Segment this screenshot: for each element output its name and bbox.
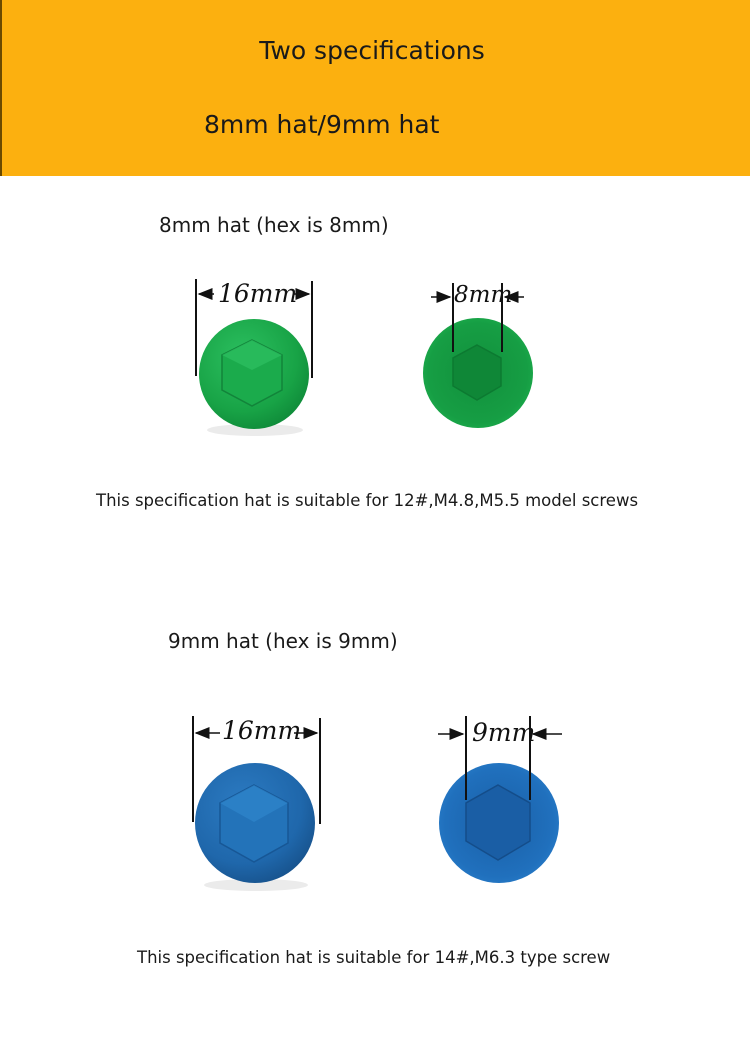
blue-cap-back [439,763,559,883]
hex-label-8mm-hat: 8mm [454,282,513,308]
blue-cap-front [195,763,315,891]
diameter-label-8mm-hat: 16mm [218,279,298,308]
banner-subtitle: 8mm hat/9mm hat [204,110,440,139]
section-8mm-note: This specification hat is suitable for 12#,M4.8,M5.5 model screws [96,491,639,510]
banner-title: Two specifications [259,36,485,65]
green-cap-front [199,319,309,436]
diameter-label-9mm-hat: 16mm [222,716,302,745]
section-8mm-label: 8mm hat (hex is 8mm) [159,213,389,237]
section-9mm-note: This specification hat is suitable for 14#,M6.3 type screw [137,948,611,967]
hex-label-9mm-hat: 9mm [472,718,536,747]
section-9mm-label: 9mm hat (hex is 9mm) [168,629,398,653]
green-cap-back [423,318,533,428]
